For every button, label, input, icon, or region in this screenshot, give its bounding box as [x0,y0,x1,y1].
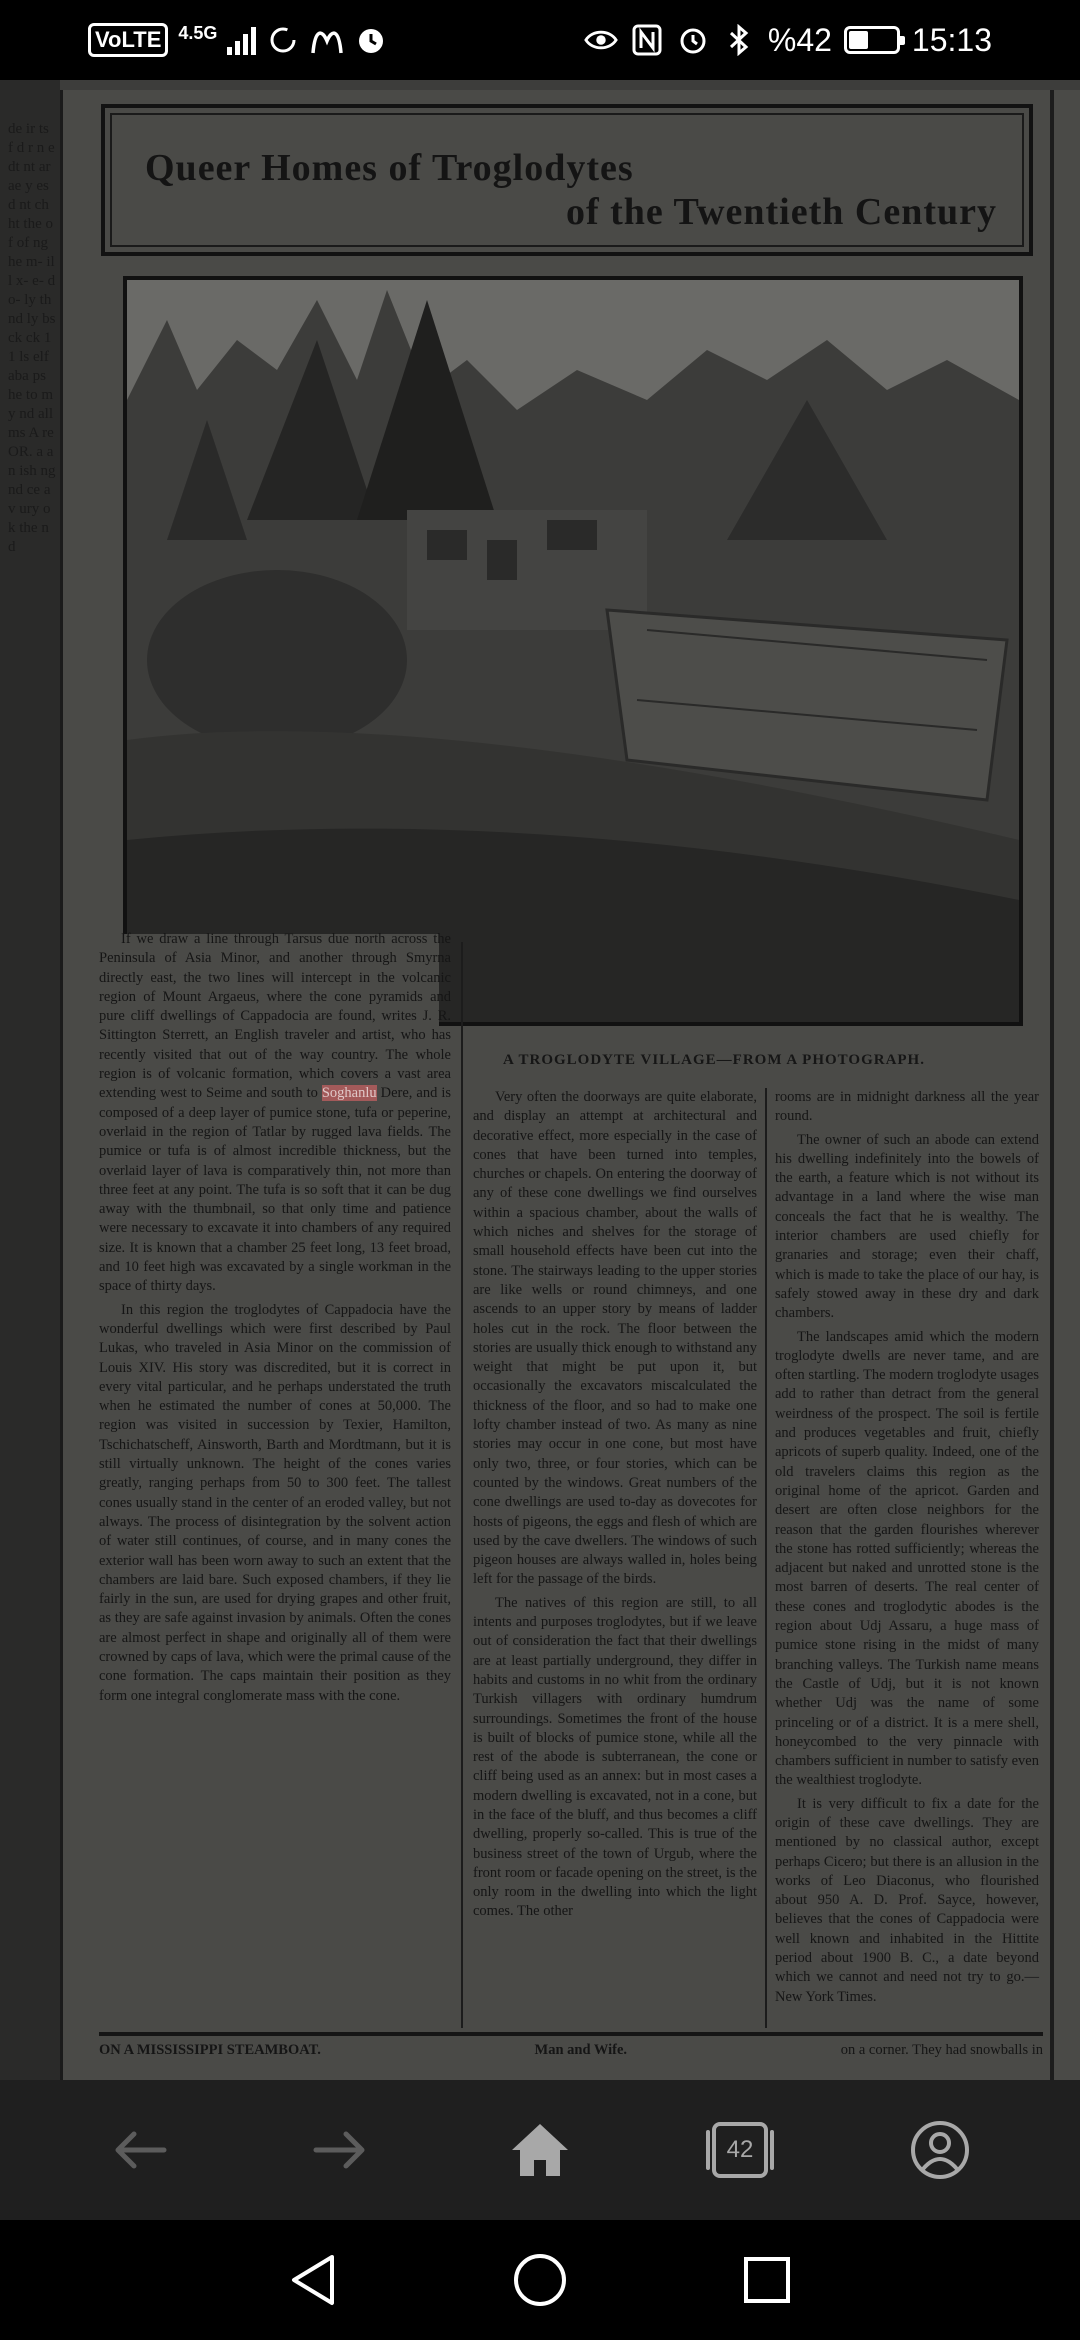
next-article-head-1: ON A MISSISSIPPI STEAMBOAT. [99,2042,321,2058]
battery-icon [844,26,900,54]
column-1-paragraph-2: In this region the troglodytes of Cappadocia have the wonderful dwellings which were first described by Paul Lukas, who traveled in Asia Minor on the commission of Louis XIV. His story was discredited, but it is correct in every vital particular, and he perhaps understated the truth when he estimated the number of cones at 50,000. The region was visited in succession by Texier, Hamilton, Tschichatscheff, Ainsworth, Barth and Mordtmann, but it is still virtually unknown. The height of the cones varies greatly, ranging perhaps from 50 to 300 feet. The tallest cones usually stand in the center of an eroded valley, but not always. The process of disintegration by the solvent action of water still continues, of course, and in many cones the exterior wall has been worn away to such an extent that the chambers are laid bare. Such exposed chambers, if they lie fairly in the sun, are used for drying grapes and other fruit, as they are safe against invasion by animals. Often the cones are almost perfect in shape and originally all of them were crowned by caps of lava, which were the primal cause of the cone formation. The caps maintain their position as they form one integral conglomerate mass with the cone. [99,1301,451,1704]
article-column-3 [775,1088,1039,2011]
paragraph-text: If we draw a line through Tarsus due north across the Peninsula of Asia Minor, and another through Smyrna directly east, the two lines will intercept in the volcanic region of Mount Argaeus, where the cone pyramids and pure cliff dwellings of Cappadocia are found, writes J. R. Sittington Sterrett, an English traveler and artist, who has recently visited that out of the way country. The whole region is of volcanic formation, which covers a vast area extending west to Seime and south to [99,931,451,1102]
battery-percent: %42 [767,21,832,58]
column-rule [765,1088,767,2028]
nav-back-button[interactable] [273,2240,353,2320]
status-left [88,23,388,57]
next-article-head-3: on a corner. They had snowballs in [840,2042,1043,2058]
nav-home-button[interactable] [500,2240,580,2320]
article-title-line-2: of the Twentieth Century [565,191,997,233]
column-rule [461,942,463,2028]
eye-icon [584,23,618,57]
adjacent-page-right [1050,90,1080,2080]
paragraph-text: Dere, and is composed of a deep layer of pumice stone, tufa or peperine, overlaid in the region of Tatlar by rugged lava fields. The pumice or tufa is of almost incredible thickness, but the overlaid layer of lava is comparatively thin, not more than three feet at any point. The tufa is so soft that it can be dug away with the thumbnail, so that only time and patience were necessary to excavate it into chambers of any required size. It is known that a chamber 25 feet long, 13 feet broad, and 10 feet high was excavated by a single workman in the space of thirty days. [99,1085,452,1295]
account-icon [909,2119,971,2181]
nav-recents-button[interactable] [727,2240,807,2320]
column-1-paragraph-1 [99,930,451,1297]
article-title-box [101,104,1033,256]
status-bar [0,0,1080,80]
square-recents-icon [742,2255,792,2305]
article-column-2 [473,1088,757,1926]
home-icon [510,2122,570,2178]
status-right [584,22,992,59]
next-article-head-2: Man and Wife. [534,2042,628,2058]
sync-icon [266,23,300,57]
nfc-icon [630,23,664,57]
clock: 15:13 [911,21,992,58]
column-3-paragraph-4: It is very difficult to fix a date for the origin of these cave dwellings. They are mentioned by no classical author, except perhaps Cicero; but there is an allusion in the works of Leo Diaconus, who flourished about 950 A. D. Prof. Sayce, however, believes that the cones of Cappadocia were well known and inhabited in the Hittite period about 1900 B. C., a date beyond which we cannot and need not try to go.—New York Times. [775,1795,1039,2005]
arrow-left-icon [112,2128,168,2172]
column-2-paragraph-2: The natives of this region are still, to all intents and purposes troglodytes, but if we leave out of consideration the fact that their dwellings are at least partially underground, they differ in habits and customs in no whit from the ordinary Turkish villagers with ordinary humdrum surroundings. Sometimes the front of the house is built of blocks of pumice stone, while all the rest of the abode is subterranean, the cone or cliff being used as an annex: but in most cases a modern dwelling is excavated, not in a cone, but in the face of the bluff, and thus becomes a cliff dwelling, properly so-called. This is true of the business street of the town of Urgub, where the front room or facade opening on the street, is the only room in the dwelling into which the light comes. The other [473,1594,757,1920]
column-3-paragraph-1: rooms are in midnight darkness all the year round. [775,1089,1039,1125]
article-title-line-1: Queer Homes of Troglodytes [145,147,634,189]
next-articles-heads [99,2042,1043,2059]
volte-badge: VoLTE [88,23,168,57]
column-2-paragraph-1: Very often the doorways are quite elaborate, and display an attempt at architectural and decorative effect, more especially in the case of cones that have been turned into temples, churches or chapels. On entering the doorway of any of these cone dwellings we find ourselves within a spacious chamber, about the walls of which niches and shelves for the storage of small household effects have been cut into the stone. The stairways leading to the upper stories are like wells or round chimneys, and one ascends to an upper story by means of ladder holes cut in the rock. The floor between the stories are usually thick enough to withstand any weight that might be put upon it, but occasionally the excavators miscalculated the thickness of the floor, and so had to make one lofty chamber instead of two. As many as nine stories may occur in one cone, but most have only two, three, or four stories, which can be counted by the windows. Great numbers of the cone dwellings are used to-day as dovecotes for hosts of pigeons, the eggs and flesh of which are used by the cave dwellers. The windows of such pigeon houses are always walled in, holes being left for the passage of the birds. [473,1089,757,1588]
section-rule [99,2032,1043,2036]
back-button[interactable] [95,2105,185,2195]
adjacent-page-left: de ir ts f d r n e dt nt ar ae y es d nt ch ht the of of ng he m- ill x- e- d o- ly th nd ly bs ck ck 11 ls elf aba ps he to my nd all ms A re OR. a an ish ng nd ce av ury ok the nd [0,80,60,2080]
highlighted-search-term[interactable]: Soghanlu [321,1085,377,1102]
alarm-icon [676,23,710,57]
app-logo-icon [310,23,344,57]
browser-toolbar [0,2080,1080,2220]
column-3-paragraph-3: The landscapes amid which the modern troglodyte dwells are never tame, and are often startling. The modern troglodyte usages add to rather than detract from the general weirdness of the prospect. The soil is fertile and produces vegetables and fruit, chiefly apricots of superb quality. Indeed, one of the old travelers claims this region as the original home of the apricot. Garden and desert are often close neighbors for the reason that the garden flourishes wherever the stone has rotted sufficiently; whereas the adjacent but naked and unrotted stone is the most barren of deserts. The real center of these cones and troglodytic abodes is the region about Udj Assaru, a huge mass of pumice stone rising in the midst of many branching valleys. The Turkish name means the Castle of Udj, but it is not known whether Udj was the name of some princeling or of a district. It is a mere shell, honeycombed to the very pinnacle with chambers sufficient in number to satisfy even the wealthiest troglodyte. [775,1328,1039,1789]
newspaper-page [60,90,1050,2080]
signal-icon [227,25,256,55]
forward-button[interactable] [295,2105,385,2195]
arrow-right-icon [312,2128,368,2172]
home-button[interactable] [495,2105,585,2195]
circle-home-icon [512,2252,568,2308]
column-3-paragraph-2: The owner of such an abode can extend his dwelling indefinitely into the bowels of the earth, a feature which is not without its advantage in a land where the wise man conceals the fact that he is wealthy. The interior chambers are used chiefly for granaries and storage; even their chaff, which is made to take the place of our hay, is safely stowed away in these dry and dark chambers. [775,1131,1039,1322]
photo-caption: A TROGLODYTE VILLAGE—FROM A PHOTOGRAPH. [503,1052,925,1068]
network-type: 4.5G [178,23,218,43]
bluetooth-icon [722,23,756,57]
triangle-back-icon [288,2253,338,2307]
document-viewer[interactable] [0,80,1080,2080]
alarm-notification-icon [354,23,388,57]
village-photograph [123,276,1023,1026]
tabs-count: 42 [726,2136,754,2163]
tabs-button[interactable] [695,2105,785,2195]
article-column-1 [99,930,451,1710]
system-navigation-bar [0,2220,1080,2340]
account-button[interactable] [895,2105,985,2195]
